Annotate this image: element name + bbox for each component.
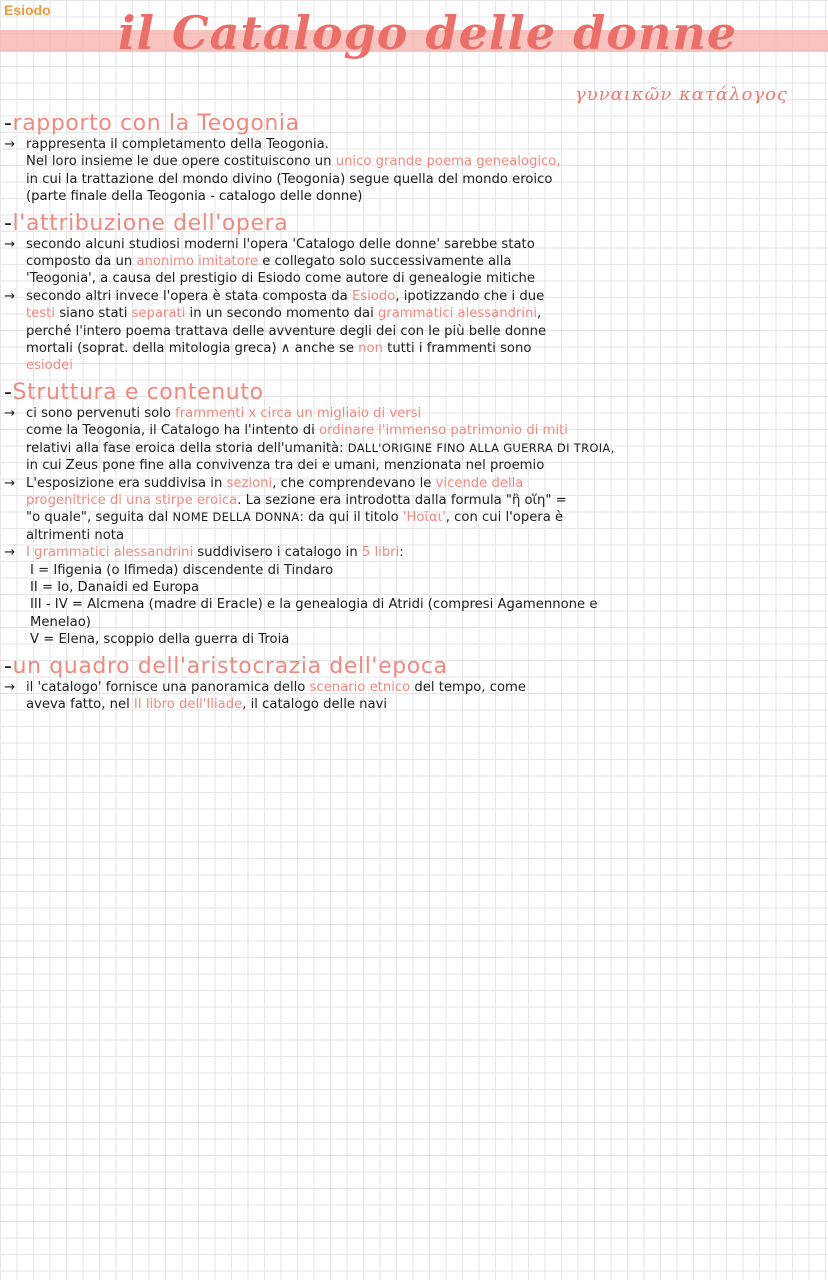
- bullet: → secondo altri invece l'opera è stata composta da Esiodo, ipotizzando che i due: [4, 288, 545, 304]
- text-line: progenitrice di una stirpe eroica. La sezione era introdotta dalla formula "ἢ οἵη" =: [26, 492, 567, 508]
- text-line: mortali (soprat. della mitologia greca) ∧ anche se non tutti i frammenti sono: [26, 341, 532, 357]
- book-item: I = Ifigenia (o Ifimeda) discendente di Tindaro: [30, 562, 334, 578]
- bullet: → I grammatici alessandrini suddivisero i catalogo in 5 libri:: [4, 545, 404, 561]
- text-line: 'Teogonia', a causa del prestigio di Esiodo come autore di genealogie mitiche: [26, 271, 536, 287]
- section-attribuzione: [4, 212, 816, 375]
- text-line: esiodei: [26, 358, 73, 374]
- text-line: "o quale", seguita dal NOME DELLA DONNA: da qui il titolo 'Ηοῖαι', con cui l'opera è: [26, 510, 564, 526]
- greek-title: γυναικῶν κατάλογος: [575, 84, 788, 105]
- subject-label: Esiodo: [4, 2, 51, 18]
- arrow-icon: →: [4, 137, 16, 152]
- notes-body: [4, 112, 816, 719]
- book-item: V = Elena, scoppio della guerra di Troia: [30, 632, 290, 648]
- text-line: in cui Zeus pone fine alla convivenza tra dei e umani, menzionata nel proemio: [26, 458, 545, 474]
- book-item: Menelao): [30, 614, 91, 630]
- text-line: altrimenti nota: [26, 527, 125, 543]
- arrow-icon: →: [4, 236, 16, 252]
- arrow-icon: →: [4, 545, 16, 561]
- section-struttura: [4, 381, 816, 649]
- text-line: perché l'intero poema trattava delle avventure degli dei con le più belle donne: [26, 323, 547, 339]
- text-line: aveva fatto, nel II libro dell'Iliade, il catalogo delle navi: [26, 696, 388, 712]
- text-line: Nel loro insieme le due opere costituiscono un unico grande poema genealogico,: [26, 154, 561, 170]
- book-item: III - IV = Alcmena (madre di Eracle) e la genealogia di Atridi (compresi Agamennone e: [30, 597, 598, 613]
- bullet: → secondo alcuni studiosi moderni l'opera 'Catalogo delle donne' sarebbe stato: [4, 236, 535, 252]
- bullet: → L'esposizione era suddivisa in sezioni, che comprendevano le vicende della: [4, 475, 524, 491]
- section-heading: -un quadro dell'aristocrazia dell'epoca: [4, 653, 448, 679]
- arrow-icon: →: [4, 679, 16, 695]
- bullet: → ci sono pervenuti solo frammenti x circa un migliaio di versi: [4, 405, 422, 421]
- book-item: II = Io, Danaidi ed Europa: [30, 579, 200, 595]
- text-line: in cui la trattazione del mondo divino (Teogonia) segue quella del mondo eroico: [26, 171, 553, 187]
- section-heading: -l'attribuzione dell'opera: [4, 210, 289, 236]
- text-line: testi siano stati separati in un secondo momento dai grammatici alessandrini,: [26, 306, 542, 322]
- arrow-icon: →: [4, 288, 16, 304]
- text-line: relativi alla fase eroica della storia dell'umanità: DALL'ORIGINE FINO ALLA GUERRA DI TROIA,: [26, 440, 615, 456]
- text-line: come la Teogonia, il Catalogo ha l'intento di ordinare l'immenso patrimonio di miti: [26, 423, 568, 439]
- bullet: → il 'catalogo' fornisce una panoramica dello scenario etnico del tempo, come: [4, 679, 526, 695]
- text-line: (parte finale della Teogonia - catalogo delle donne): [26, 189, 363, 205]
- text-line: composto da un anonimo imitatore e collegato solo successivamente alla: [26, 254, 512, 270]
- section-heading: -rapporto con la Teogonia: [4, 111, 300, 136]
- bullet: → rappresenta il completamento della Teogonia.: [4, 137, 329, 152]
- arrow-icon: →: [4, 405, 16, 421]
- section-heading: -Struttura e contenuto: [4, 379, 264, 405]
- page-title: il Catalogo delle donne: [118, 6, 738, 60]
- arrow-icon: →: [4, 475, 16, 491]
- section-aristocrazia: [4, 655, 816, 714]
- section-teogonia: [4, 112, 816, 206]
